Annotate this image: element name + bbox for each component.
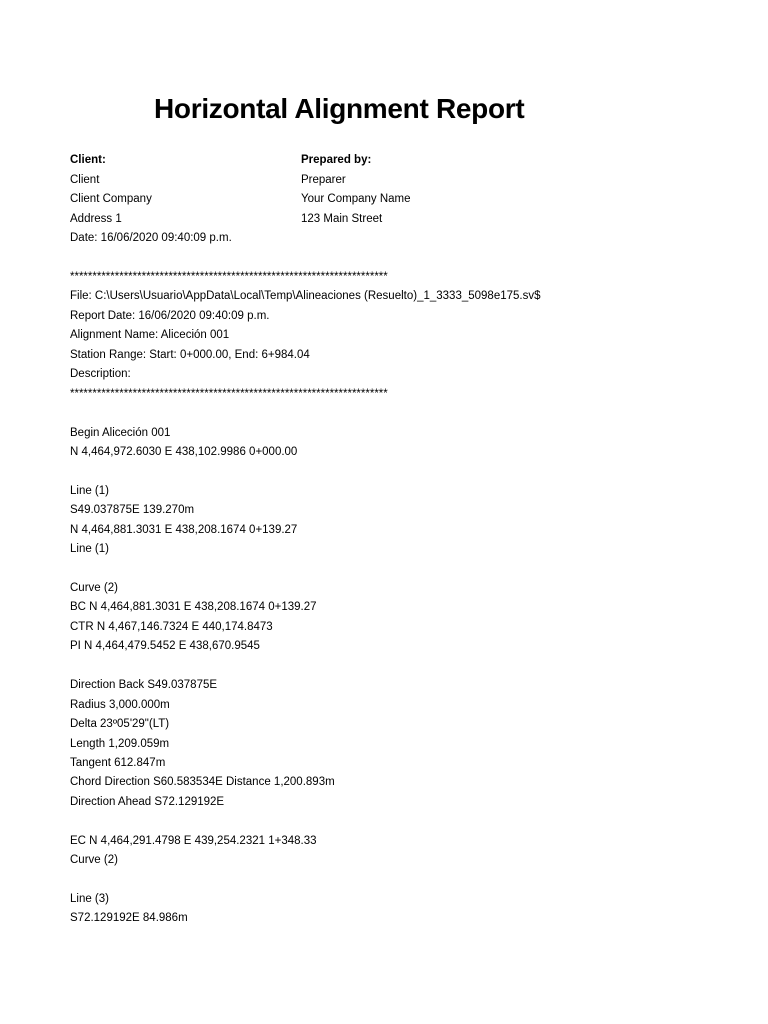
client-section — [70, 151, 232, 249]
report-line: Begin Aliceción 001 — [70, 426, 171, 439]
report-line — [70, 657, 760, 676]
preparer-name: Preparer — [301, 173, 346, 186]
client-heading: Client: — [70, 154, 106, 166]
preparer-section — [301, 151, 411, 229]
report-line: N 4,464,972.6030 E 438,102.9986 0+000.00 — [70, 445, 298, 458]
report-line: File: C:\Users\Usuario\AppData\Local\Temp\Alineaciones (Resuelto)_1_3333_5098e175.sv$ — [70, 290, 541, 303]
report-line: S72.129192E 84.986m — [70, 912, 188, 925]
preparer-address: 123 Main Street — [301, 212, 383, 225]
report-line — [70, 871, 760, 890]
report-line: Direction Back S49.037875E — [70, 679, 218, 692]
report-line: Curve (2) — [70, 582, 118, 594]
report-line: EC N 4,464,291.4798 E 439,254.2321 1+348.33 — [70, 834, 317, 847]
report-line — [70, 812, 760, 831]
report-line — [70, 560, 760, 579]
report-line: Length 1,209.059m — [70, 737, 170, 750]
report-line: *********************************************************************** — [70, 271, 388, 283]
report-line: Alignment Name: Aliceción 001 — [70, 329, 230, 342]
report-line: Tangent 612.847m — [70, 756, 166, 769]
report-line: Radius 3,000.000m — [70, 698, 170, 711]
report-line: *********************************************************************** — [70, 387, 388, 400]
report-line — [70, 462, 760, 481]
report-line — [70, 404, 760, 423]
client-address: Address 1 — [70, 212, 122, 225]
report-line: Chord Direction S60.583534E Distance 1,200.893m — [70, 776, 335, 789]
preparer-heading: Prepared by: — [301, 154, 372, 166]
client-company: Client Company — [70, 193, 152, 205]
report-line: Report Date: 16/06/2020 09:40:09 p.m. — [70, 309, 270, 322]
report-line: Curve (2) — [70, 854, 118, 867]
report-line: Line (1) — [70, 484, 109, 497]
report-line: N 4,464,881.3031 E 438,208.1674 0+139.27 — [70, 523, 298, 536]
report-line: Line (3) — [70, 893, 109, 905]
report-line: S49.037875E 139.270m — [70, 504, 195, 517]
report-line: Line (1) — [70, 543, 109, 556]
client-name: Client — [70, 173, 100, 186]
report-line: Description: — [70, 368, 131, 381]
report-line: Station Range: Start: 0+000.00, End: 6+984.04 — [70, 348, 310, 361]
report-line: PI N 4,464,479.5452 E 438,670.9545 — [70, 640, 260, 653]
report-line: CTR N 4,467,146.7324 E 440,174.8473 — [70, 620, 273, 633]
report-line: Delta 23º05'29"(LT) — [70, 718, 170, 731]
client-date: Date: 16/06/2020 09:40:09 p.m. — [70, 232, 232, 244]
report-line: Direction Ahead S72.129192E — [70, 795, 225, 808]
report-line: BC N 4,464,881.3031 E 438,208.1674 0+139.27 — [70, 601, 317, 614]
report-body — [70, 268, 760, 929]
preparer-company: Your Company Name — [301, 193, 411, 205]
report-title: Horizontal Alignment Report — [154, 93, 525, 124]
